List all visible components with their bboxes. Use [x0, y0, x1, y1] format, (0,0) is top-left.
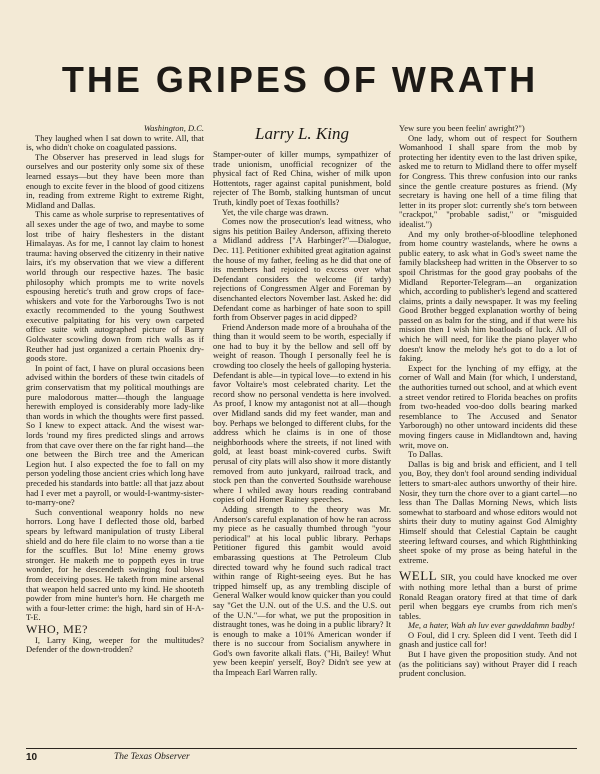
paragraph: They laughed when I sat down to write. All, that is, who didn't choke on coagulated passions. [26, 132, 204, 153]
subheading: WHO, ME? [26, 621, 88, 636]
dropcap-word: WELL [399, 568, 438, 584]
paragraph: Dallas is big and brisk and efficient, and I tell you, Boy, they don't fool around sending individual letters to smart-alec authors unworthy of their hire. Nosir, they turn the chore over to a giant cartel—no less than The Dallas Morning News, which lists somewhat to starboard and whose editors would not shirts their duty to mutiny against God Almighty Himself should that Celestial Captain be caught steering leftward courses, and which Rightthinking sheet spoke of my prose as being hateful in the extreme. [399, 458, 577, 565]
paragraph: Friend Anderson made more of a brouhaha of the thing than it would seem to be worth, especially if one had to buy it by the bellow and sell off by weight of reason. Though I personally feel he is crowding too closely the heels of galloping hysteria. Defendant is able—in typical love—to extend in his favor Voltaire's most celebrated charity. Let the record show no personal vendetta is here involved. As proof, I know my antagonist not at all—though over Midland sands did my feet wander, man and boy. Perhaps we belonged to different clubs, for the address which he claims is in one of those neighborhoods where the streets, if not lined with gold, at least boast mink-covered curbs. Swift perusal of city plats will also show it more distantly removed from auto junkyard, railroad track, and stock pen than the converted Southside warehouse where I whiled away hours reading contraband copies of old Homer Rainey speeches. [213, 321, 391, 505]
page-number: 10 [26, 752, 38, 763]
paragraph: Yew sure you been feelin' awright?") [399, 123, 525, 133]
paragraph: O Foul, did I cry. Spleen did I vent. Teeth did I gnash and justice call for! [399, 629, 577, 650]
paragraph: But I have given the proposition study. And not (as the politicians say) without Prayer did I reach prudent conclusion. [399, 649, 577, 679]
column-3 [399, 124, 577, 679]
paragraph: The Observer has preserved in lead slugs for ourselves and our posterity only some six of these learned essays—but they have been more than enough to excite fever in the blood of good citizens in, reading from extreme Right to extreme Right, Midland and Dallas. [26, 151, 204, 210]
byline: Larry L. King [255, 124, 349, 143]
dateline: Washington, D.C. [143, 123, 204, 133]
paragraph: Yet, the vile charge was drawn. [222, 206, 329, 217]
paragraph: Comes now the prosecution's lead witness, who signs his petition Bailey Anderson, affixing thereto a Midland address ["A Harbinger?"—Dialogue, Dec. 11]. Petitioner exhibited great agitation against the house of my father, feeling as he did that one of its members had rejoiced to excess over what Defendant considers the welcome (if tardy) rejections of Congressmen Alger and Foreman by disenchanted electors November last. Asked he: did Defendant come as harbinger of hate soon to spill forth from Observer pages in acid dipped? [213, 216, 391, 323]
page-footer [26, 748, 577, 763]
paragraph: To Dallas. [408, 449, 443, 460]
paragraph: This came as whole surprise to representatives of all sexes under the age of two, and maybe to some lost tribe of hairy fleshesters in the distant Himalayas. As for me, I cannot lay claim to honest trauma: having observed the citizenry in their native lairs, it's my observation that we view a different world through our respective hazes. The basic philosophy which prompts me to write novels espousing heretic's truth and grow crops of face-whiskers and vote for the Yarboroughs Two is not exactly recommended to the young Southwest executive palpitating for his very own carpeted office suite with autographed picture of Barry Goldwater scowling down from rich walls as if Reuther had just organized a certain Phoenix dry-goods store. [26, 209, 204, 364]
paragraph: Adding strength to the theory was Mr. Anderson's careful explanation of how he ran across my piece as he casually thumbed through "your periodical" at his local public library. Perhaps Petitioner figured this gambit would avoid embarassing questions at The Petroleum Club directed toward why he found such radical tract within range of Right-seeing eyes. But he has tripped himself up, as any trembling disciple of General Walker would know quicker than you could say "Get the U.N. out of the U.S. and the U.S. out of the U.N."—for what, we put the proposition in distraught tones, was he doing in a public library? It is enough to make a 101% American wonder if there is no succour from Socialism anywhere in God's own favorite alkali flats. ("Hi, Bailey! Whut yew been keepin' yerself, Boy? Didn't see yew at tha Impeach Earl Warren rally. [213, 503, 391, 678]
paragraph: And my only brother-of-bloodline telephoned from home country wastelands, where he owns a public eatery, to ask what in God's sweet name the family blacksheep had written in the Observer to so spoil Christmas for the good gray poobahs of the Midland Reporter-Telegram—an organization which, according to publisher's legend and scattered claims, prints a daily newspaper. It was my feeling Good Brother begged explanation worthy of being passed on as balm for the sting, and if that were his mission then I wish him boatloads of luck. All of which he will need, for like the piano player who doesn't know the melody he's got to do a lot of faking. [399, 228, 577, 364]
article-title: THE GRIPES OF WRATH [61, 59, 539, 100]
paragraph: Me, a hater, Wah ah luv ever gawddahmn badby! [408, 620, 575, 631]
paragraph: Stamper-outer of killer mumps, sympathizer of trade unionism, unofficial recognizer of the physical fact of Red China, wisher of milk upon Hottentots, rager against capital punishment, bold rejecter of The Bomb, stalking huntsman of uncut Truth, kindly poet of Texas foothills? [213, 149, 391, 207]
paragraph: I, Larry King, weeper for the multitudes? Defender of the down-trodden? [26, 634, 204, 655]
paragraph: One lady, whom out of respect for Southern Womanhood I shall spare from the mob by protecting her identity even to the last driven spike, asked me to return to Midland there to offer myself for Congress. This threw confusion into our ranks since the gentle creature postures as friend. (My secretary is having one hell of a time filing that letter in its proper slot: currently she's torn between "crackpot," "probable sadist," or "misguided idealist.") [399, 132, 577, 229]
paragraph: In point of fact, I have on plural occasions been advised within the borders of these twin citadels of grim conservatism that my political mouthings are pure malodorous matter—though the language herewith employed is considerably more lady-like than words in which the thoughts were first passed. So I knew to expect attack. And the wisest war-lords 'round my fires predicted slings and arrows from that cave over there on the far right hand—the one between the Birch tree and the American Legion hut. I also expected the foe to fall on my person yodeling those ancient cries which long have preceded his standards into battle: all that jazz about had I ever met a payroll, or would-I-wantmy-sister-to-marry-one? [26, 362, 204, 508]
paragraph: Such conventional weaponry holds no new horrors. Long have I deflected those old, barbed spears by leftward manipulation of trusty Liberal shield and do here file claim to no worse than a tie for the scuffles. But lo! Mine enemy grows stronger. He maketh me to poppeth eyes in true wonder, for he descendeth swinging foul blows from deceiving poses. He taketh from mine arsenal that weapon held sacred unto my kind. He shooteth powder from mine hunter's horn. He chargeth me with a four-letter crime: the high, hard sin of H-A-T-E. [26, 506, 204, 623]
paragraph: Expect for the lynching of my effigy, at the corner of Wall and Main (for which, I understand, the authorities turned out school, and at which event a street vendor retired to Florida beaches on profits from two-headed voo-doo dolls bearing marked resemblance to The Accused and Senator Yarborough) no other untoward incidents did these moving fingers cause in Midlandtown and, having writ, move on. [399, 362, 577, 450]
column-2 [213, 124, 391, 678]
paragraph [399, 568, 577, 621]
column-1 [26, 124, 204, 655]
paragraph-text: SIR, you could have knocked me over with nothing more lethal than a burst of prime Ronald Reagan oratory fired at that time of dark peril when beggars eye crumbs from rich men's tables. [399, 572, 577, 621]
publication-name: The Texas Observer [114, 752, 190, 762]
